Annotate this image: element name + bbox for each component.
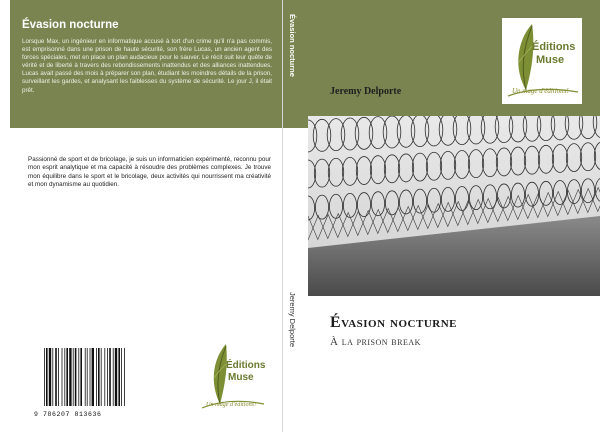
publisher-name-line2: Muse bbox=[536, 54, 565, 66]
publisher-logo-back bbox=[196, 338, 268, 416]
spine-title: Évasion nocturne bbox=[288, 14, 297, 77]
back-cover-title: Évasion nocturne bbox=[22, 19, 119, 31]
isbn-digits: 9 786207 813636 bbox=[34, 411, 102, 418]
back-cover bbox=[10, 0, 282, 432]
publisher-name-line1: Éditions bbox=[532, 41, 576, 53]
barbed-wire-prison-wall-photo bbox=[308, 116, 600, 296]
back-cover-synopsis: Lorsque Max, un ingénieur en informatique accusé à tort d'un crime qu'il n'a pas commis, est emprisonné dans une prison de haute sécurité, son frère Lucas, un ancien agent des forces spéciales, met en place un plan audacieux pour le sauver. Le récit suit leur quête de vérité et de liberté à travers des rebondissements inattendus et des alliances inattendues. Lucas avait passé des mois à préparer son plan, étudiant les moindres détails de la prison, surveillant les gardes, et analysant les faiblesses du système de sécurité. Le jour J, il était prêt. bbox=[22, 38, 272, 94]
publisher-tagline: Un mage d'éditions! bbox=[512, 87, 569, 95]
author-bio: Passionné de sport et de bricolage, je suis un informaticien expérimenté, reconnu pour mon esprit analytique et ma capacité à résoudre des problèmes complexes. Je trouve mon équilibre dans le sport et le bricolage, deux activités qui nourrissent ma créativité et mon dynamisme au quotidien. bbox=[28, 156, 271, 189]
front-subtitle: À la prison break bbox=[330, 336, 421, 348]
front-author: Jeremy Delporte bbox=[330, 86, 402, 97]
front-cover bbox=[308, 0, 600, 432]
publisher-name-line1: Éditions bbox=[226, 360, 266, 371]
barcode-bars bbox=[44, 348, 140, 410]
front-title: Évasion nocturne bbox=[330, 314, 457, 331]
publisher-name-line2: Muse bbox=[228, 372, 254, 383]
spine-author: Jeremy Delporte bbox=[288, 292, 297, 348]
publisher-tagline: Un mage d'éditions! bbox=[206, 401, 257, 408]
publisher-logo-front bbox=[502, 18, 582, 104]
feather-quill-icon bbox=[214, 344, 227, 404]
isbn-barcode bbox=[34, 348, 142, 418]
cover-photo bbox=[308, 116, 600, 296]
spine bbox=[282, 0, 310, 432]
